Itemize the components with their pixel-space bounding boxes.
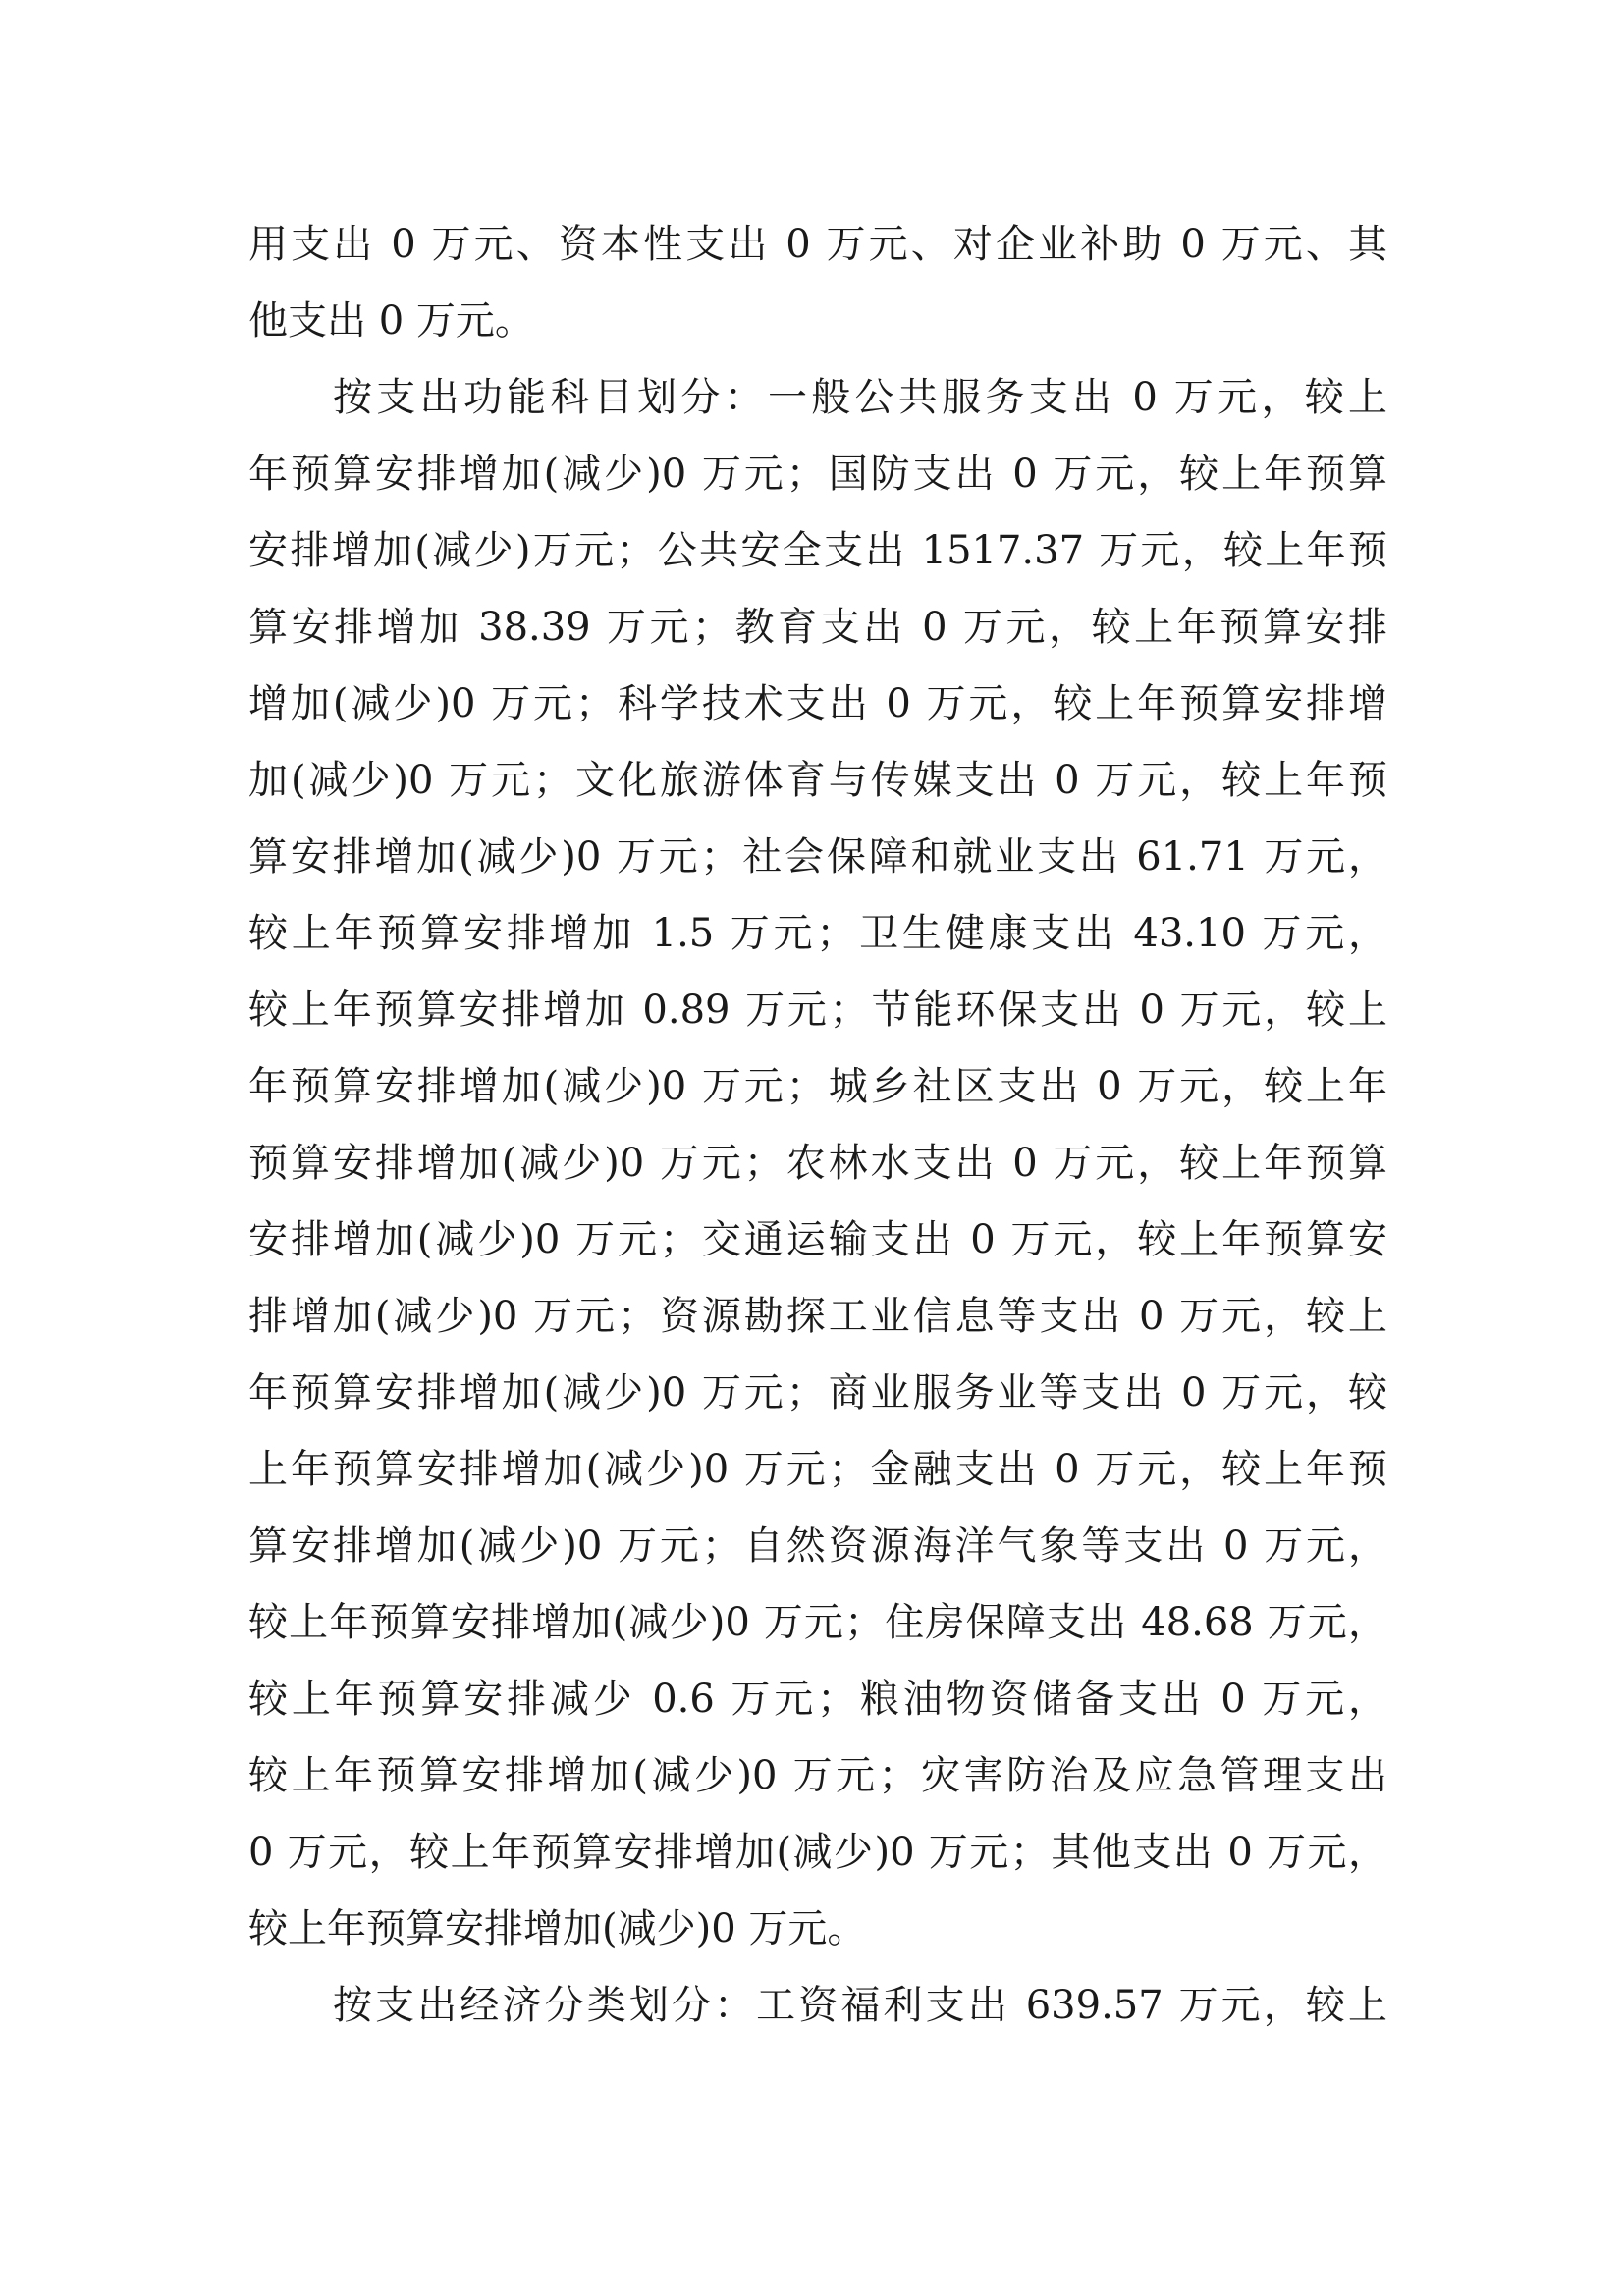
text-line: 较上年预算安排增加(减少)0 万元。 [248,1906,867,1951]
text-line: 增加(减少)0 万元；科学技术支出 0 万元，较上年预算安排增 [248,681,1387,726]
text-line: 年预算安排增加(减少)0 万元；国防支出 0 万元，较上年预算 [248,452,1387,497]
text-line: 排增加(减少)0 万元；资源勘探工业信息等支出 0 万元，较上 [248,1294,1387,1339]
body-text [248,206,1387,2044]
text-line: 年预算安排增加(减少)0 万元；商业服务业等支出 0 万元，较 [248,1370,1387,1415]
text-line: 0 万元，较上年预算安排增加(减少)0 万元；其他支出 0 万元， [248,1830,1387,1875]
text-line: 算安排增加(减少)0 万元；自然资源海洋气象等支出 0 万元， [248,1523,1387,1569]
text-line: 安排增加(减少)万元；公共安全支出 1517.37 万元，较上年预 [248,528,1387,573]
text-line: 安排增加(减少)0 万元；交通运输支出 0 万元，较上年预算安 [248,1217,1387,1262]
text-line: 算安排增加(减少)0 万元；社会保障和就业支出 61.71 万元， [248,834,1387,880]
text-line: 用支出 0 万元、资本性支出 0 万元、对企业补助 0 万元、其 [248,222,1387,267]
text-line: 较上年预算安排增加(减少)0 万元；住房保障支出 48.68 万元， [248,1600,1387,1645]
text-line: 较上年预算安排增加 1.5 万元；卫生健康支出 43.10 万元， [248,911,1387,956]
text-line: 预算安排增加(减少)0 万元；农林水支出 0 万元，较上年预算 [248,1141,1387,1186]
text-line: 年预算安排增加(减少)0 万元；城乡社区支出 0 万元，较上年 [248,1064,1387,1109]
text-line: 按支出功能科目划分：一般公共服务支出 0 万元，较上 [333,375,1387,420]
text-line: 较上年预算安排增加 0.89 万元；节能环保支出 0 万元，较上 [248,988,1387,1033]
text-line: 较上年预算安排减少 0.6 万元；粮油物资储备支出 0 万元， [248,1677,1387,1722]
text-line: 按支出经济分类划分：工资福利支出 639.57 万元，较上 [333,1983,1387,2028]
text-line: 较上年预算安排增加(减少)0 万元；灾害防治及应急管理支出 [248,1753,1387,1798]
text-line: 上年预算安排增加(减少)0 万元；金融支出 0 万元，较上年预 [248,1447,1387,1492]
text-line: 他支出 0 万元。 [248,298,534,344]
text-line: 加(减少)0 万元；文化旅游体育与传媒支出 0 万元，较上年预 [248,758,1387,803]
text-line: 算安排增加 38.39 万元；教育支出 0 万元，较上年预算安排 [248,605,1387,650]
